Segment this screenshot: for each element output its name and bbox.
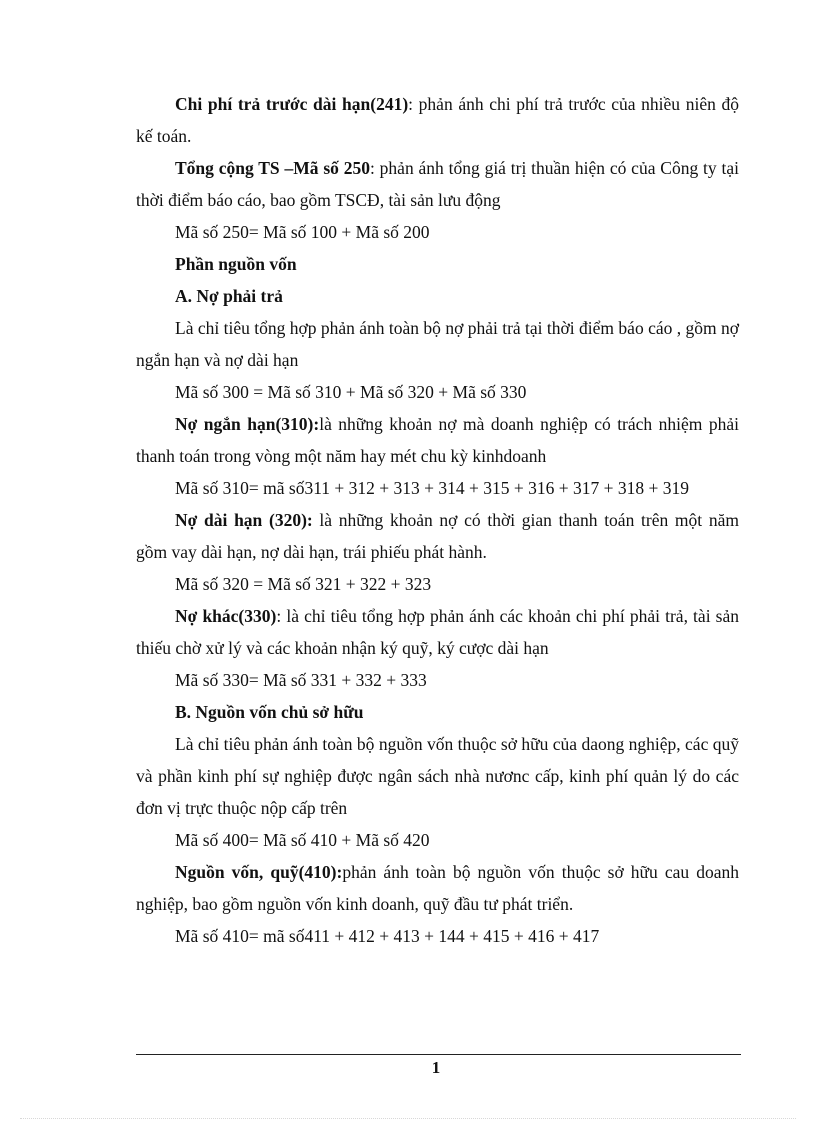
paragraph-text: : phản ánh chi phí trả trước của nhiều niên độ kế toán.	[136, 94, 739, 146]
page-edge-dotted-line	[20, 1118, 796, 1119]
bold-term: A. Nợ phải trả	[175, 286, 283, 306]
bold-term: Tổng cộng TS –Mã số 250	[175, 158, 370, 178]
paragraph-text: là những khoản nợ mà doanh nghiệp có trách nhiệm phải thanh toán trong vòng một năm hay mét chu kỳ kinhdoanh	[136, 414, 739, 466]
bold-term: B. Nguồn vốn chủ sở hữu	[175, 702, 364, 722]
bold-term: Nợ dài hạn (320):	[175, 510, 313, 530]
bold-term: Nguồn vốn, quỹ(410):	[175, 862, 343, 882]
formula	[136, 216, 739, 248]
section-heading	[136, 696, 739, 728]
paragraph-text: Mã số 310= mã số311 + 312 + 313 + 314 + 315 + 316 + 317 + 318 + 319	[175, 478, 690, 498]
formula	[136, 376, 739, 408]
paragraph-text: Mã số 300 = Mã số 310 + Mã số 320 + Mã số 330	[175, 382, 527, 402]
formula	[136, 472, 739, 504]
paragraph-text: Là chỉ tiêu tổng hợp phản ánh toàn bộ nợ phải trả tại thời điểm báo cáo , gồm nợ ngắn hạn và nợ dài hạn	[136, 318, 739, 370]
paragraph	[136, 408, 739, 472]
formula	[136, 920, 739, 952]
bold-term: Nợ khác(330)	[175, 606, 277, 626]
body-text	[136, 88, 739, 952]
paragraph-text: : là chỉ tiêu tổng hợp phản ánh các khoản chi phí phải trả, tài sản thiếu chờ xử lý và các khoản nhận ký quỹ, ký cược dài hạn	[136, 606, 739, 658]
page-number: 1	[431, 1058, 441, 1077]
paragraph-text: Mã số 410= mã số411 + 412 + 413 + 144 + 415 + 416 + 417	[175, 926, 600, 946]
paragraph-text: Mã số 250= Mã số 100 + Mã số 200	[175, 222, 430, 242]
paragraph	[136, 312, 739, 376]
footer-divider	[136, 1054, 741, 1055]
paragraph	[136, 152, 739, 216]
paragraph	[136, 504, 739, 568]
paragraph	[136, 856, 739, 920]
paragraph	[136, 600, 739, 664]
paragraph-text: Là chỉ tiêu phản ánh toàn bộ nguồn vốn thuộc sở hữu của daong nghiệp, các quỹ và phần kinh phí sự nghiệp được ngân sách nhà nươnc cấp, kinh phí quản lý do các đơn vị trực thuộc nộp cấp trên	[136, 734, 739, 818]
paragraph-text: phản ánh toàn bộ nguồn vốn thuộc sở hữu cau doanh nghiệp, bao gồm nguồn vốn kinh doanh, quỹ đầu tư phát triển.	[136, 862, 739, 914]
paragraph	[136, 88, 739, 152]
paragraph-text: : phản ánh tổng giá trị thuần hiện có của Công ty tại thời điểm báo cáo, bao gồm TSCĐ, tài sản lưu động	[136, 158, 739, 210]
formula	[136, 824, 739, 856]
paragraph-text: Mã số 330= Mã số 331 + 332 + 333	[175, 670, 427, 690]
section-heading	[136, 280, 739, 312]
section-heading	[136, 248, 739, 280]
bold-term: Chi phí trả trước dài hạn(241)	[175, 94, 409, 114]
paragraph-text: là những khoản nợ có thời gian thanh toán trên một năm gồm vay dài hạn, nợ dài hạn, trái phiếu phát hành.	[136, 510, 739, 562]
formula	[136, 568, 739, 600]
bold-term: Phần nguồn vốn	[175, 254, 297, 274]
bold-term: Nợ ngắn hạn(310):	[175, 414, 320, 434]
paragraph-text: Mã số 320 = Mã số 321 + 322 + 323	[175, 574, 432, 594]
paragraph-text: Mã số 400= Mã số 410 + Mã số 420	[175, 830, 430, 850]
paragraph	[136, 728, 739, 824]
formula	[136, 664, 739, 696]
